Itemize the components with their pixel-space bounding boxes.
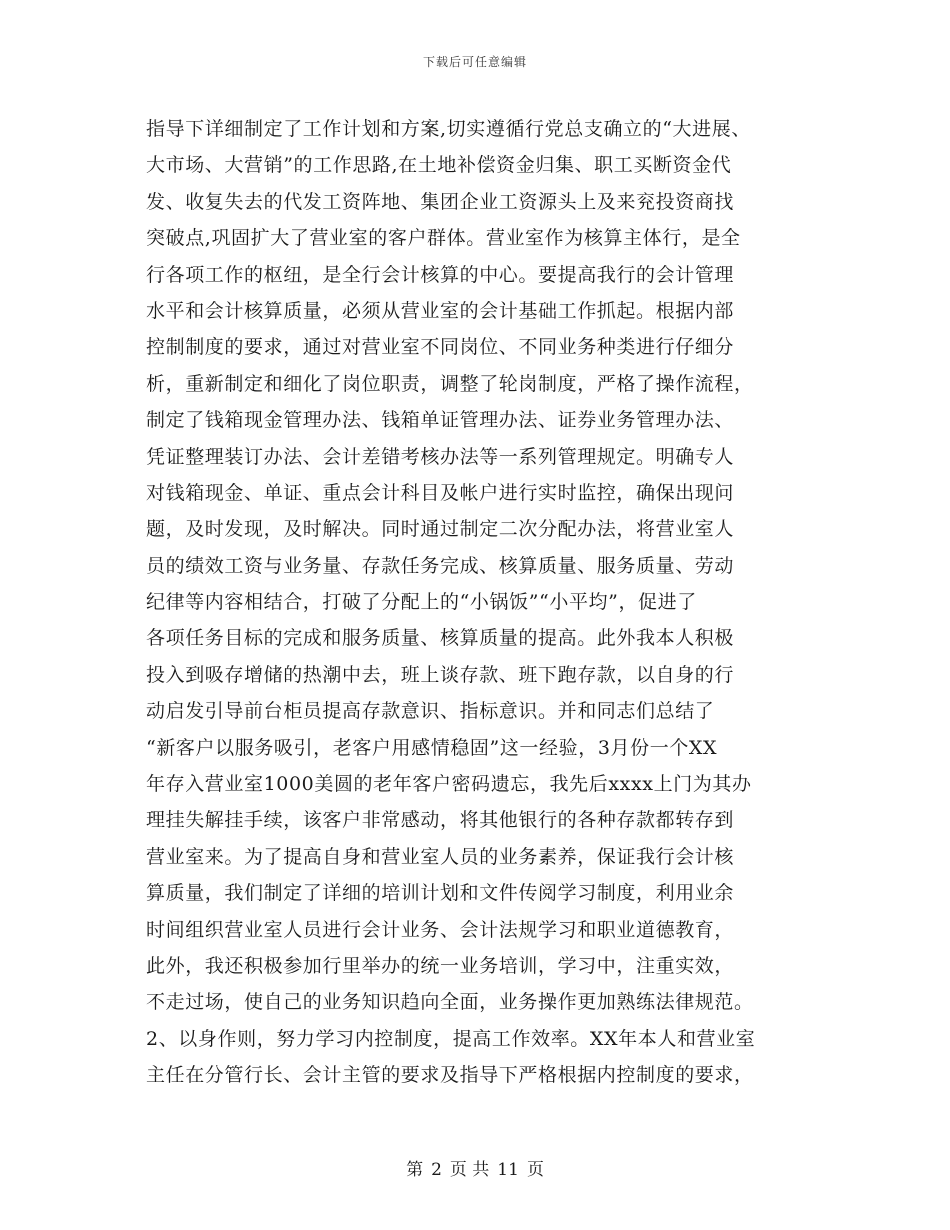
text-line: 指导下详细制定了工作计划和方案,切实遵循行党总支确立的“大进展、 <box>146 118 751 140</box>
text-line: 时间组织营业室人员进行会计业务、会计法规学习和职业道德教育， <box>146 918 735 941</box>
footer-total-pages: 11 <box>497 1160 519 1180</box>
text-line: 主任在分管行长、会计主管的要求及指导下严格根据内控制度的要求， <box>146 1064 754 1087</box>
document-body <box>146 111 816 1094</box>
text-line: 2、以身作则，努力学习内控制度，提高工作效率。XX年本人和营业室 <box>146 1027 756 1050</box>
text-line: “新客户以服务吸引，老客户用感情稳固”这一经验，3月份一个XX <box>146 736 718 759</box>
footer-suffix: 页 <box>526 1160 544 1180</box>
text-line: 不走过场，使自己的业务知识趋向全面，业务操作更加熟练法律规范。 <box>146 991 754 1014</box>
text-line: 析，重新制定和细化了岗位职责，调整了轮岗制度，严格了操作流程， <box>146 372 754 395</box>
text-line: 大市场、大营销”的工作思路,在土地补偿资金归集、职工买断资金代 <box>146 154 732 177</box>
footer-page-number: 2 <box>431 1160 442 1180</box>
text-line: 各项任务目标的完成和服务质量、核算质量的提高。此外我本人积极 <box>146 627 735 650</box>
text-line: 员的绩效工资与业务量、存款任务完成、核算质量、服务质量、劳动 <box>146 554 735 577</box>
text-line: 年存入营业室1000美圆的老年客户密码遗忘，我先后xxxx上门为其办 <box>146 773 752 796</box>
text-line: 动启发引导前台柜员提高存款意识、指标意识。并和同志们总结了 <box>146 700 715 723</box>
text-line: 制定了钱箱现金管理办法、钱箱单证管理办法、证券业务管理办法、 <box>146 409 735 432</box>
text-line: 算质量，我们制定了详细的培训计划和文件传阅学习制度，利用业余 <box>146 882 735 905</box>
text-line: 控制制度的要求，通过对营业室不同岗位、不同业务种类进行仔细分 <box>146 336 735 359</box>
text-line: 此外，我还积极参加行里举办的统一业务培训，学习中，注重实效， <box>146 954 735 977</box>
text-line: 突破点,巩固扩大了营业室的客户群体。营业室作为核算主体行，是全 <box>146 227 741 250</box>
text-line: 营业室来。为了提高自身和营业室人员的业务素养，保证我行会计核 <box>146 845 735 868</box>
text-line: 题，及时发现，及时解决。同时通过制定二次分配办法，将营业室人 <box>146 518 735 541</box>
text-line: 行各项工作的枢纽，是全行会计核算的中心。要提高我行的会计管理 <box>146 263 735 286</box>
footer-prefix: 第 <box>406 1160 424 1180</box>
page-footer <box>0 1155 950 1180</box>
page-header: 下载后可任意编辑 <box>422 55 527 69</box>
text-line: 对钱箱现金、单证、重点会计科目及帐户进行实时监控，确保出现问 <box>146 481 735 504</box>
text-line: 发、收复失去的代发工资阵地、集团企业工资源头上及来兖投资商找 <box>146 190 735 213</box>
text-line: 理挂失解挂手续，该客户非常感动，将其他银行的各种存款都转存到 <box>146 809 735 832</box>
text-line: 投入到吸存增储的热潮中去，班上谈存款、班下跑存款，以自身的行 <box>146 663 735 686</box>
text-line: 凭证整理装订办法、会计差错考核办法等一系列管理规定。明确专人 <box>146 445 735 468</box>
text-line: 水平和会计核算质量，必须从营业室的会计基础工作抓起。根据内部 <box>146 299 735 322</box>
text-line: 纪律等内容相结合，打破了分配上的“小锅饭”“小平均”，促进了 <box>146 591 697 614</box>
footer-middle: 页 共 <box>449 1160 490 1180</box>
